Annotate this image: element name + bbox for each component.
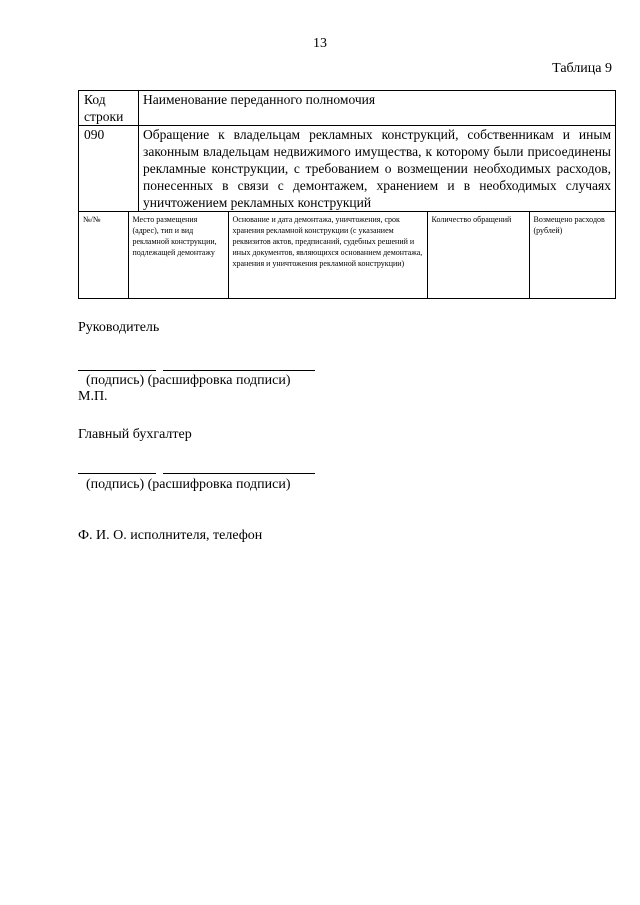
sub-table [79,212,615,298]
accountant-signature-line [78,473,156,474]
table-row [79,126,616,212]
sub-column-basis: Основание и дата демонтажа, уничтожения, срок хранения рекламной конструкции (с указанием реквизитов актов, предписаний, судебных решений и иных документов, являющихся основанием демонтажа, хранения и уничтожения рекламной конструкции) [228,212,427,298]
head-signature-line [78,370,156,371]
sub-column-appeals-count: Количество обращений [427,212,529,298]
code-column-header [79,91,139,126]
accountant-title: Главный бухгалтер [78,427,192,442]
head-signature-caption: (подпись) (расшифровка подписи) [86,373,291,388]
table-header-row [79,91,616,126]
head-name-line [163,370,315,371]
sub-column-location: Место размещения (адрес), тип и вид рекламной конструкции, подлежащей демонтажу [128,212,228,298]
row-text: Обращение к владельцам рекламных конструкций, собственникам и иным законным владельцам недвижимого имущества, к которому были присоединены рекламные конструкции, с требованием о возмещении необходимых расходов, понесенных в связи с демонтажем, хранением и в необходимых случаях уничтожением рекламных конструкций [139,126,616,212]
sub-table-cell [79,212,616,299]
executor-label: Ф. И. О. исполнителя, телефон [78,528,263,543]
name-column-header: Наименование переданного полномочия [139,91,616,126]
sub-column-reimbursed: Возмещено расходов (рублей) [529,212,615,298]
accountant-signature-caption: (подпись) (расшифровка подписи) [86,477,291,492]
sub-column-number: №/№ [83,215,101,224]
code-header-line1: Код [84,92,106,107]
stamp-label: М.П. [78,389,108,404]
page-number: 13 [313,36,327,51]
row-code: 090 [79,126,139,212]
code-header-line2: строки [84,109,124,124]
accountant-name-line [163,473,315,474]
head-title: Руководитель [78,320,160,335]
table-caption: Таблица 9 [552,61,612,76]
report-table [78,90,616,299]
sub-table-row [79,212,616,299]
